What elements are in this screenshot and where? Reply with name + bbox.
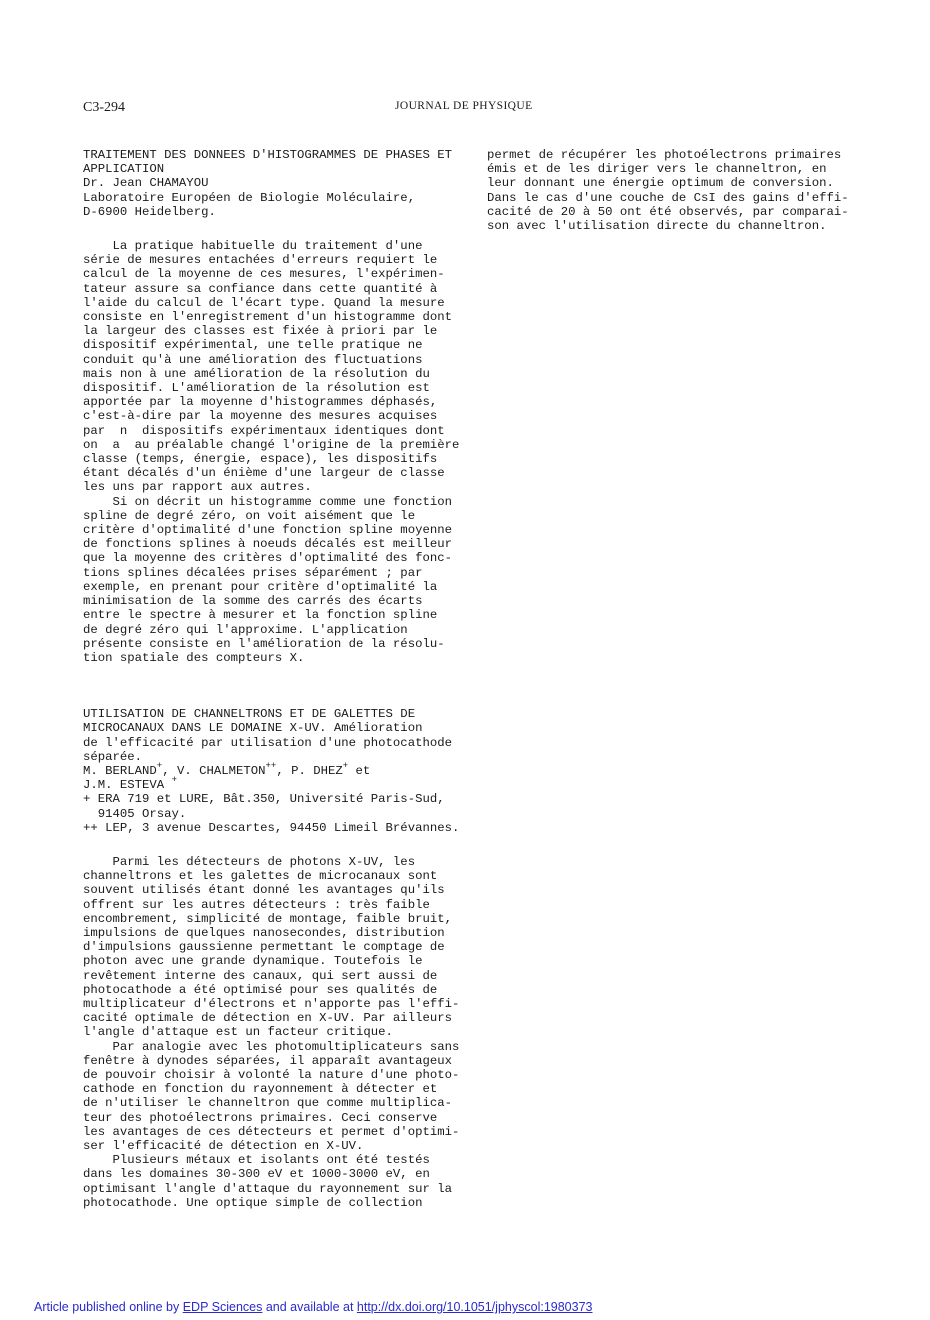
text-line: Plusieurs métaux et isolants ont été testés [83,1153,430,1168]
affiliation-line: + ERA 719 et LURE, Bât.350, Université Paris-Sud, [83,792,445,807]
text-line: dans les domaines 30-300 eV et 1000-3000 eV, en [83,1167,430,1182]
text-line: La pratique habituelle du traitement d'une [83,239,423,254]
title-line: MICROCANAUX DANS LE DOMAINE X-UV. Amélioration [83,721,423,736]
affiliation-line: Laboratoire Européen de Biologie Moléculaire, [83,190,416,205]
article1-paragraph-1 [83,239,463,495]
text-line: série de mesures entachées d'erreurs requiert le [83,253,438,268]
text-line: tion spatiale des compteurs X. [83,650,305,665]
text-line: par n dispositifs expérimentaux identiques dont [83,423,445,438]
text-line: consiste en l'enregistrement d'un histogramme dont [83,310,452,325]
article2-affiliation [83,792,463,835]
text-line: apportée par la moyenne d'histogrammes déphasés, [83,395,438,410]
text-line: de pouvoir choisir à volonté la nature d'une photo- [83,1067,460,1082]
text-line: l'angle d'attaque est un facteur critique. [83,1025,393,1040]
text-line: Si on décrit un histogramme comme une fonction [83,494,452,509]
author-line [83,775,463,793]
text-line: encombrement, simplicité de montage, faible bruit, [83,911,452,926]
left-column [83,148,463,1210]
author-mark: + [171,775,177,786]
text-line: émis et de les diriger vers le channeltron, en [487,162,827,177]
author-name: J.M. ESTEVA [83,778,165,793]
text-line: dispositif. L'amélioration de la résolution est [83,381,430,396]
title-line: APPLICATION [83,162,165,177]
article2-paragraph-1 [83,855,463,1040]
text-line: multiplicateur d'électrons et n'apporte pas l'effi- [83,996,460,1011]
title-line: UTILISATION DE CHANNELTRONS ET DE GALETTES DE [83,707,416,722]
text-line: la largeur des classes est fixée à priori par le [83,324,438,339]
text-line: ser l'efficacité de détection en X-UV. [83,1139,364,1153]
text-line: tateur assure sa confiance dans cette quantité à [83,281,438,296]
text-line: les avantages de ces détecteurs et permet d'optimi- [83,1124,460,1139]
text-line: l'aide du calcul de l'écart type. Quand la mesure [83,295,445,310]
text-line: critère d'optimalité d'une fonction spline moyenne [83,523,452,538]
author-name: , P. DHEZ [276,763,343,778]
text-line: calcul de la moyenne de ces mesures, l'expérimen- [83,267,445,282]
text-line: son avec l'utilisation directe du channeltron. [487,219,827,234]
doi-link[interactable]: http://dx.doi.org/10.1051/jphyscol:1980373 [356,1300,593,1314]
author-name: M. BERLAND [83,763,157,778]
text-line: tions splines décalées prises séparément ; par [83,565,423,580]
title-line: TRAITEMENT DES DONNEES D'HISTOGRAMMES DE PHASES ET [83,148,452,162]
text-line: Parmi les détecteurs de photons X-UV, les [83,854,416,869]
text-line: entre le spectre à mesurer et la fonction spline [83,608,438,623]
journal-header: JOURNAL DE PHYSIQUE [395,100,533,112]
text-line: optimisant l'angle d'attaque du rayonnement sur la [83,1181,452,1196]
article1-paragraph-2 [83,495,463,665]
publisher-link[interactable]: EDP Sciences [182,1300,263,1314]
author-line [83,760,463,778]
publication-footer [34,1300,592,1314]
text-line: les uns par rapport aux autres. [83,480,312,495]
right-column [487,148,847,233]
footer-middle: and available at [262,1300,357,1314]
text-line: de degré zéro qui l'approxime. L'application [83,622,408,637]
text-line: mais non à une amélioration de la résolution du [83,366,430,381]
text-line: on a au préalable changé l'origine de la première [83,437,460,452]
text-line: fenêtre à dynodes séparées, il apparaît avantageux [83,1053,452,1068]
author-mark: ++ [265,760,277,771]
page-number: C3-294 [83,100,125,115]
text-line: Par analogie avec les photomultiplicateurs sans [83,1039,460,1054]
text-line: offrent sur les autres détecteurs : très faible [83,897,430,912]
text-line: de n'utiliser le channeltron que comme multiplica- [83,1096,452,1111]
text-line: d'impulsions gaussienne permettant le comptage de [83,940,445,955]
article1-affiliation [83,191,463,219]
text-line: teur des photoélectrons primaires. Ceci conserve [83,1110,438,1125]
affiliation-line: 91405 Orsay. [83,806,187,821]
article2-title [83,707,463,764]
title-line: séparée. [83,749,143,764]
affiliation-line: D-6900 Heidelberg. [83,204,216,219]
text-line: impulsions de quelques nanosecondes, distribution [83,925,445,940]
article2-paragraph-3 [83,1153,463,1210]
article2-paragraph-2 [83,1040,463,1154]
text-line: cathode en fonction du rayonnement à détecter et [83,1082,438,1097]
text-line: étant décalés d'un énième d'une largeur de classe [83,466,445,481]
title-line: de l'efficacité par utilisation d'une photocathode [83,735,452,750]
text-line: de fonctions splines à noeuds décalés est meilleur [83,537,452,552]
footer-prefix: Article published online by [34,1300,183,1314]
text-line: leur donnant une énergie optimum de conversion. [487,176,834,191]
text-line: exemple, en prenant pour critère d'optimalité la [83,579,438,594]
article2-authors [83,760,463,793]
text-line: cacité optimale de détection en X-UV. Par ailleurs [83,1011,452,1026]
article2-continuation [487,148,847,233]
text-line: minimisation de la somme des carrés des écarts [83,594,423,609]
text-line: conduit qu'à une amélioration des fluctuations [83,352,423,367]
author-mark: + [156,760,163,771]
article1-author: Dr. Jean CHAMAYOU [83,176,209,191]
text-line: revêtement interne des canaux, qui sert aussi de [83,968,438,983]
text-line: permet de récupérer les photoélectrons primaires [487,148,842,162]
affiliation-line: ++ LEP, 3 avenue Descartes, 94450 Limeil Brévannes. [83,820,460,835]
text-line: c'est-à-dire par la moyenne des mesures acquises [83,409,438,424]
text-line: présente consiste en l'amélioration de la résolu- [83,636,445,651]
text-line: spline de degré zéro, on voit aisément que le [83,508,416,523]
text-line: channeltrons et les galettes de microcanaux sont [83,869,438,884]
text-line: Dans le cas d'une couche de CsI des gains d'effi- [487,190,849,205]
author-name: , V. CHALMETON [162,763,266,778]
text-line: photocathode a été optimisé pour ses qualités de [83,982,438,997]
text-line: photon avec une grande dynamique. Toutefois le [83,954,423,969]
author-conjunction: et [348,763,371,778]
text-line: photocathode. Une optique simple de collection [83,1195,423,1210]
text-line: cacité de 20 à 50 ont été observés, par comparai- [487,204,849,219]
text-line: souvent utilisés étant donné les avantages qu'ils [83,883,445,898]
author-mark: + [342,760,349,771]
text-line: que la moyenne des critères d'optimalité des fonc- [83,551,452,566]
article1-title [83,148,463,176]
text-line: dispositif expérimental, une telle pratique ne [83,338,423,353]
text-line: classe (temps, énergie, espace), les dispositifs [83,452,438,467]
